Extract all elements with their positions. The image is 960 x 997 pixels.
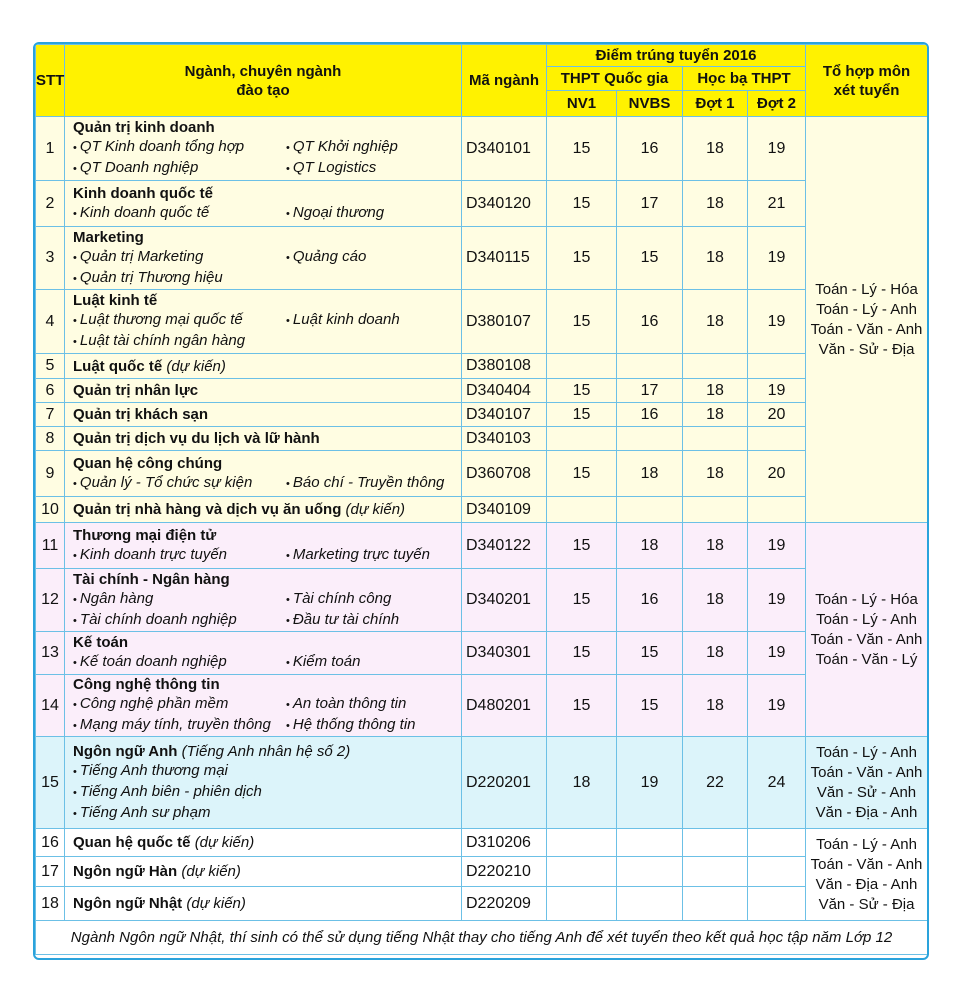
row-dot1: 18 bbox=[683, 181, 748, 227]
row-major bbox=[65, 451, 462, 497]
row-major bbox=[65, 523, 462, 569]
row-dot2: 21 bbox=[748, 181, 806, 227]
header-score-group: Điểm trúng tuyển 2016 bbox=[547, 45, 806, 67]
specialization-list bbox=[73, 652, 461, 673]
row-nvbs: 15 bbox=[617, 227, 683, 290]
specialization: • Kinh doanh trực tuyến bbox=[73, 545, 286, 566]
row-stt: 16 bbox=[36, 829, 65, 857]
row-dot1 bbox=[683, 497, 748, 523]
major-name: Ngôn ngữ Nhật bbox=[73, 895, 183, 912]
table-row bbox=[36, 117, 928, 181]
table-row bbox=[36, 887, 928, 921]
row-nvbs bbox=[617, 857, 683, 887]
row-dot2: 19 bbox=[748, 227, 806, 290]
row-stt: 10 bbox=[36, 497, 65, 523]
header-dot1: Đợt 1 bbox=[683, 91, 748, 117]
row-dot1: 18 bbox=[683, 451, 748, 497]
specialization: • Công nghệ phần mềm bbox=[73, 694, 286, 715]
row-dot1: 18 bbox=[683, 227, 748, 290]
row-major bbox=[65, 227, 462, 290]
table-row bbox=[36, 354, 928, 379]
row-code: D480201 bbox=[462, 675, 547, 737]
row-dot2 bbox=[748, 857, 806, 887]
row-dot2 bbox=[748, 829, 806, 857]
major-note: (dự kiến) bbox=[345, 501, 406, 518]
row-nv1 bbox=[547, 857, 617, 887]
row-dot2 bbox=[748, 497, 806, 523]
row-code: D220209 bbox=[462, 887, 547, 921]
row-nv1 bbox=[547, 354, 617, 379]
table-row bbox=[36, 181, 928, 227]
header-code: Mã ngành bbox=[462, 45, 547, 117]
table-row bbox=[36, 857, 928, 887]
row-major bbox=[65, 632, 462, 675]
row-stt: 3 bbox=[36, 227, 65, 290]
row-dot2: 19 bbox=[748, 569, 806, 632]
table-row bbox=[36, 427, 928, 451]
specialization: • An toàn thông tin bbox=[286, 694, 461, 715]
combo-item: Toán - Lý - Hóa bbox=[815, 280, 918, 298]
row-dot1: 18 bbox=[683, 523, 748, 569]
row-nv1: 15 bbox=[547, 451, 617, 497]
major-name: Kinh doanh quốc tế bbox=[73, 184, 213, 202]
major-note: (dự kiến) bbox=[166, 357, 226, 375]
row-nvbs bbox=[617, 829, 683, 857]
row-dot2: 19 bbox=[748, 290, 806, 354]
header-nv1: NV1 bbox=[547, 91, 617, 117]
row-nv1: 15 bbox=[547, 181, 617, 227]
combo-item: Toán - Văn - Anh bbox=[810, 763, 923, 781]
combo-item: Toán - Lý - Anh bbox=[816, 743, 917, 761]
row-nvbs: 19 bbox=[617, 737, 683, 829]
combo-item: Toán - Lý - Anh bbox=[816, 300, 917, 318]
specialization: • Hệ thống thông tin bbox=[286, 715, 461, 736]
specialization: • Kinh doanh quốc tế bbox=[73, 203, 286, 224]
major-name: Tài chính - Ngân hàng bbox=[73, 570, 230, 588]
row-code: D220210 bbox=[462, 857, 547, 887]
specialization-list bbox=[73, 247, 461, 289]
row-nv1: 15 bbox=[547, 569, 617, 632]
major-name: Thương mại điện tử bbox=[73, 526, 217, 544]
major-name: Quản trị dịch vụ du lịch và lữ hành bbox=[73, 430, 320, 447]
combo-item: Toán - Lý - Hóa bbox=[815, 590, 918, 608]
specialization: • Tài chính doanh nghiệp bbox=[73, 610, 286, 631]
row-nvbs: 17 bbox=[617, 181, 683, 227]
row-code: D340201 bbox=[462, 569, 547, 632]
specialization: • Tiếng Anh sư phạm bbox=[73, 803, 461, 824]
row-stt: 4 bbox=[36, 290, 65, 354]
row-major bbox=[65, 403, 462, 427]
specialization: • Quản trị Thương hiệu bbox=[73, 268, 286, 289]
row-nv1: 18 bbox=[547, 737, 617, 829]
row-major bbox=[65, 290, 462, 354]
combo-item: Toán - Lý - Anh bbox=[816, 610, 917, 628]
combo-item: Toán - Văn - Anh bbox=[810, 630, 923, 648]
table-row bbox=[36, 523, 928, 569]
combo-group-2 bbox=[806, 523, 928, 737]
specialization-list bbox=[73, 589, 461, 631]
table-row bbox=[36, 451, 928, 497]
row-dot2: 20 bbox=[748, 451, 806, 497]
row-stt: 2 bbox=[36, 181, 65, 227]
combo-item: Văn - Địa - Anh bbox=[815, 803, 918, 821]
major-note: (dự kiến) bbox=[186, 895, 246, 912]
row-dot2: 19 bbox=[748, 379, 806, 403]
row-stt: 17 bbox=[36, 857, 65, 887]
row-code: D360708 bbox=[462, 451, 547, 497]
specialization: • Kiểm toán bbox=[286, 652, 461, 673]
row-stt: 7 bbox=[36, 403, 65, 427]
row-stt: 13 bbox=[36, 632, 65, 675]
row-code: D380107 bbox=[462, 290, 547, 354]
row-code: D340122 bbox=[462, 523, 547, 569]
header-stt: STT bbox=[36, 45, 65, 117]
specialization: • Mạng máy tính, truyền thông bbox=[73, 715, 286, 736]
row-nvbs: 15 bbox=[617, 675, 683, 737]
row-nvbs: 16 bbox=[617, 569, 683, 632]
specialization: • Luật thương mại quốc tế bbox=[73, 310, 286, 331]
row-dot2 bbox=[748, 427, 806, 451]
specialization-list bbox=[73, 761, 461, 824]
table-row bbox=[36, 632, 928, 675]
row-stt: 14 bbox=[36, 675, 65, 737]
major-note: (dự kiến) bbox=[181, 863, 241, 880]
header-major bbox=[65, 45, 462, 117]
row-nvbs: 16 bbox=[617, 117, 683, 181]
row-dot1: 18 bbox=[683, 290, 748, 354]
row-code: D340115 bbox=[462, 227, 547, 290]
row-nv1 bbox=[547, 427, 617, 451]
row-stt: 15 bbox=[36, 737, 65, 829]
row-stt: 6 bbox=[36, 379, 65, 403]
specialization-list bbox=[73, 203, 461, 224]
major-name: Luật quốc tế bbox=[73, 357, 163, 375]
row-major bbox=[65, 117, 462, 181]
header-nvbs: NVBS bbox=[617, 91, 683, 117]
major-name: Luật kinh tế bbox=[73, 292, 158, 309]
row-nvbs: 17 bbox=[617, 379, 683, 403]
row-major bbox=[65, 427, 462, 451]
row-nvbs bbox=[617, 354, 683, 379]
specialization: • Marketing trực tuyến bbox=[286, 545, 461, 566]
admission-table bbox=[35, 44, 928, 955]
row-dot2: 19 bbox=[748, 117, 806, 181]
table-row bbox=[36, 379, 928, 403]
row-code: D340404 bbox=[462, 379, 547, 403]
row-stt: 5 bbox=[36, 354, 65, 379]
header-major-line1: Ngành, chuyên ngành bbox=[184, 62, 342, 80]
specialization: • Đầu tư tài chính bbox=[286, 610, 461, 631]
combo-item: Toán - Văn - Anh bbox=[810, 320, 923, 338]
row-code: D310206 bbox=[462, 829, 547, 857]
specialization: • Tiếng Anh biên - phiên dịch bbox=[73, 782, 461, 803]
specialization: • Ngân hàng bbox=[73, 589, 286, 610]
combo-group-4 bbox=[806, 829, 928, 921]
major-name: Quản trị nhà hàng và dịch vụ ăn uống bbox=[73, 501, 342, 518]
header-hocba: Học bạ THPT bbox=[683, 67, 806, 91]
row-code: D220201 bbox=[462, 737, 547, 829]
header-thpt: THPT Quốc gia bbox=[547, 67, 683, 91]
specialization: • Quản lý - Tổ chức sự kiện bbox=[73, 473, 286, 494]
specialization: • QT Logistics bbox=[286, 158, 461, 179]
row-major bbox=[65, 354, 462, 379]
specialization-list bbox=[73, 545, 461, 566]
row-dot1: 18 bbox=[683, 403, 748, 427]
row-nvbs: 16 bbox=[617, 290, 683, 354]
row-dot1: 18 bbox=[683, 117, 748, 181]
row-dot2 bbox=[748, 354, 806, 379]
row-major bbox=[65, 887, 462, 921]
row-dot2: 19 bbox=[748, 632, 806, 675]
row-code: D340103 bbox=[462, 427, 547, 451]
combo-item: Văn - Sử - Anh bbox=[816, 783, 917, 801]
row-major bbox=[65, 829, 462, 857]
table-row bbox=[36, 569, 928, 632]
admission-table-frame bbox=[33, 42, 929, 960]
row-stt: 12 bbox=[36, 569, 65, 632]
major-note: (dự kiến) bbox=[194, 834, 255, 851]
specialization: • QT Khởi nghiệp bbox=[286, 137, 461, 158]
combo-group-1 bbox=[806, 117, 928, 523]
row-nv1: 15 bbox=[547, 523, 617, 569]
row-major bbox=[65, 379, 462, 403]
row-dot1: 18 bbox=[683, 675, 748, 737]
row-nvbs bbox=[617, 887, 683, 921]
major-name: Công nghệ thông tin bbox=[73, 676, 220, 693]
row-code: D340109 bbox=[462, 497, 547, 523]
major-name: Marketing bbox=[73, 228, 144, 246]
row-major bbox=[65, 569, 462, 632]
row-nvbs bbox=[617, 427, 683, 451]
specialization: • Tài chính công bbox=[286, 589, 461, 610]
row-nv1: 15 bbox=[547, 379, 617, 403]
specialization: • Luật kinh doanh bbox=[286, 310, 461, 331]
combo-item: Văn - Sử - Địa bbox=[818, 340, 915, 358]
header-combo-line2: xét tuyển bbox=[833, 81, 900, 99]
header-dot2: Đợt 2 bbox=[748, 91, 806, 117]
specialization: • QT Doanh nghiệp bbox=[73, 158, 286, 179]
row-nv1: 15 bbox=[547, 632, 617, 675]
specialization: • Quản trị Marketing bbox=[73, 247, 286, 268]
row-dot1 bbox=[683, 887, 748, 921]
row-major bbox=[65, 497, 462, 523]
major-name: Quan hệ quốc tế bbox=[73, 834, 191, 851]
row-stt: 18 bbox=[36, 887, 65, 921]
table-row bbox=[36, 737, 928, 829]
row-nvbs bbox=[617, 497, 683, 523]
row-nv1: 15 bbox=[547, 675, 617, 737]
row-dot2: 19 bbox=[748, 523, 806, 569]
row-nv1 bbox=[547, 497, 617, 523]
specialization-list bbox=[73, 137, 461, 179]
major-name: Quản trị khách sạn bbox=[73, 406, 209, 423]
row-nvbs: 18 bbox=[617, 523, 683, 569]
row-dot1: 18 bbox=[683, 632, 748, 675]
footnote: Ngành Ngôn ngữ Nhật, thí sinh có thể sử dụng tiếng Nhật thay cho tiếng Anh để xét tuyển theo kết quả học tập năm Lớp 12 bbox=[36, 921, 928, 955]
combo-item: Văn - Địa - Anh bbox=[815, 875, 918, 893]
row-code: D380108 bbox=[462, 354, 547, 379]
row-nv1: 15 bbox=[547, 290, 617, 354]
combo-item: Toán - Văn - Anh bbox=[810, 855, 923, 873]
specialization: • Quảng cáo bbox=[286, 247, 461, 268]
row-dot1 bbox=[683, 857, 748, 887]
row-dot1: 18 bbox=[683, 569, 748, 632]
row-dot1 bbox=[683, 427, 748, 451]
specialization: • Tiếng Anh thương mại bbox=[73, 761, 461, 782]
row-nv1: 15 bbox=[547, 117, 617, 181]
row-stt: 9 bbox=[36, 451, 65, 497]
major-name: Quan hệ công chúng bbox=[73, 454, 223, 472]
row-code: D340301 bbox=[462, 632, 547, 675]
combo-item: Toán - Văn - Lý bbox=[815, 650, 918, 668]
row-dot1: 22 bbox=[683, 737, 748, 829]
row-nv1: 15 bbox=[547, 403, 617, 427]
specialization: • Kế toán doanh nghiệp bbox=[73, 652, 286, 673]
row-nvbs: 15 bbox=[617, 632, 683, 675]
specialization: • Báo chí - Truyền thông bbox=[286, 473, 461, 494]
row-stt: 1 bbox=[36, 117, 65, 181]
major-name: Ngôn ngữ Anh bbox=[73, 742, 178, 760]
row-stt: 8 bbox=[36, 427, 65, 451]
specialization-list bbox=[73, 310, 461, 352]
table-row bbox=[36, 675, 928, 737]
row-dot2: 20 bbox=[748, 403, 806, 427]
row-code: D340107 bbox=[462, 403, 547, 427]
major-name: Ngôn ngữ Hàn bbox=[73, 863, 178, 880]
table-row bbox=[36, 497, 928, 523]
specialization: • Ngoại thương bbox=[286, 203, 461, 224]
row-code: D340120 bbox=[462, 181, 547, 227]
table-row bbox=[36, 829, 928, 857]
table-row bbox=[36, 227, 928, 290]
header-combo-line1: Tổ hợp môn bbox=[822, 62, 911, 80]
row-nv1 bbox=[547, 829, 617, 857]
major-name: Quản trị kinh doanh bbox=[73, 119, 215, 136]
combo-item: Toán - Lý - Anh bbox=[816, 835, 917, 853]
major-name: Kế toán bbox=[73, 634, 129, 651]
row-nvbs: 18 bbox=[617, 451, 683, 497]
specialization: • Luật tài chính ngân hàng bbox=[73, 331, 286, 352]
row-major bbox=[65, 181, 462, 227]
row-major bbox=[65, 675, 462, 737]
row-nv1 bbox=[547, 887, 617, 921]
combo-item: Văn - Sử - Địa bbox=[818, 895, 915, 913]
row-major bbox=[65, 857, 462, 887]
row-dot2 bbox=[748, 887, 806, 921]
row-dot2: 19 bbox=[748, 675, 806, 737]
row-dot1 bbox=[683, 829, 748, 857]
header-combo bbox=[806, 45, 928, 117]
table-row bbox=[36, 290, 928, 354]
header-major-line2: đào tạo bbox=[236, 81, 290, 99]
row-nvbs: 16 bbox=[617, 403, 683, 427]
row-major bbox=[65, 737, 462, 829]
table-row bbox=[36, 403, 928, 427]
specialization-list bbox=[73, 473, 461, 494]
row-code: D340101 bbox=[462, 117, 547, 181]
row-dot1 bbox=[683, 354, 748, 379]
specialization-list bbox=[73, 694, 461, 736]
major-note: (Tiếng Anh nhân hệ số 2) bbox=[181, 742, 351, 760]
row-nv1: 15 bbox=[547, 227, 617, 290]
specialization: • QT Kinh doanh tổng hợp bbox=[73, 137, 286, 158]
row-dot1: 18 bbox=[683, 379, 748, 403]
major-name: Quản trị nhân lực bbox=[73, 382, 199, 399]
row-stt: 11 bbox=[36, 523, 65, 569]
combo-group-3 bbox=[806, 737, 928, 829]
row-dot2: 24 bbox=[748, 737, 806, 829]
